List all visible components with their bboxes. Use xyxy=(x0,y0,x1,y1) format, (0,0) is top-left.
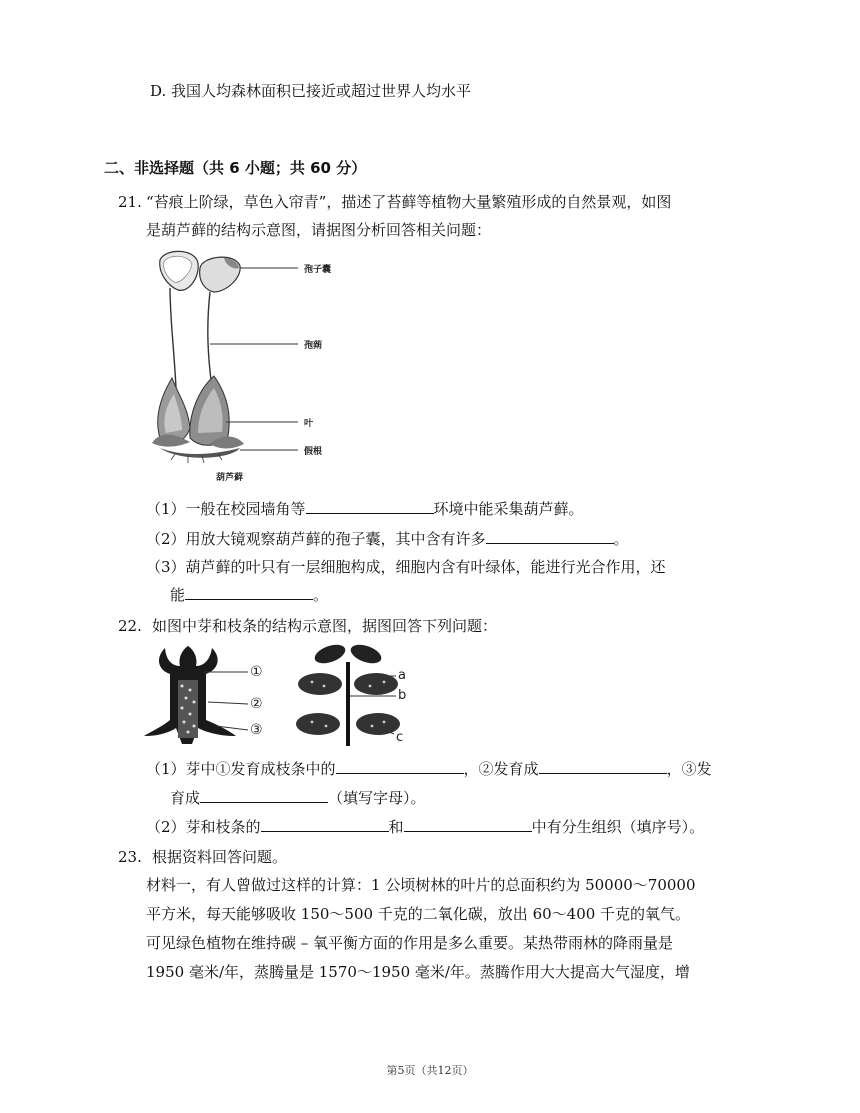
q22-sub2-middle: 和 xyxy=(388,818,404,836)
q21-stem-line1: “苔痕上阶绿，草色入帘青”，描述了苔藓等植物大量繁殖形成的自然景观，如图 xyxy=(146,193,672,211)
answer-blank[interactable] xyxy=(200,787,328,803)
bud-illustration xyxy=(140,640,410,750)
q21-stem-line2: 是葫芦藓的结构示意图，请据图分析回答相关问题： xyxy=(146,221,492,239)
figure-caption: 葫芦藓 xyxy=(216,473,244,483)
section-title: 二、非选择题（共 6 小题；共 60 分） xyxy=(104,159,367,177)
bud-label-2: ② xyxy=(250,696,263,712)
moss-illustration xyxy=(140,248,360,488)
q22-number: 22. xyxy=(118,617,142,635)
q22-sub1-prefix: （1）芽中①发育成枝条中的 xyxy=(146,760,336,778)
q21-sub2 xyxy=(146,528,629,550)
q22-sub2-suffix: 中有分生组织（填序号）。 xyxy=(531,818,705,836)
q22-sub1-line2 xyxy=(170,787,426,809)
q22-stem: 如图中芽和枝条的结构示意图，据图回答下列问题： xyxy=(152,617,498,635)
q21-sub3-line2 xyxy=(170,584,328,606)
answer-blank[interactable] xyxy=(261,816,389,832)
branch-label-c: c xyxy=(396,730,404,745)
q21-sub2-suffix: 。 xyxy=(613,530,629,548)
q22-sub1-middle: ，②发育成 xyxy=(463,760,539,778)
label-leaf: 叶 xyxy=(304,419,314,429)
bud-branch-figure xyxy=(140,640,410,750)
q22-sub1-suffix: ，③发 xyxy=(666,760,712,778)
q21-sub3-suffix: 。 xyxy=(313,586,329,604)
label-sporangium: 孢子囊 xyxy=(304,265,332,275)
q22-sub1-cont: 育成 xyxy=(170,789,201,807)
q22-sub2 xyxy=(146,816,704,838)
answer-blank[interactable] xyxy=(185,584,313,600)
option-d: D. 我国人均森林面积已接近或超过世界人均水平 xyxy=(150,82,472,100)
q23-material-line2: 平方米，每天能够吸收 150～500 千克的二氧化碳，放出 60～400 千克的氧气。 xyxy=(146,905,691,923)
q21-sub3-line1: （3）葫芦藓的叶只有一层细胞构成，细胞内含有叶绿体，能进行光合作用，还 xyxy=(146,558,666,576)
moss-figure xyxy=(140,248,360,488)
q23-stem: 根据资料回答问题。 xyxy=(152,848,288,866)
answer-blank[interactable] xyxy=(336,758,464,774)
branch-label-b: b xyxy=(398,688,407,703)
q23-material-line4: 1950 毫米/年，蒸腾量是 1570～1950 毫米/年。蒸腾作用大大提高大气湿度，增 xyxy=(146,963,690,981)
q23-material-line1: 材料一，有人曾做过这样的计算：1 公顷树林的叶片的总面积约为 50000～70000 xyxy=(146,876,696,894)
branch-label-a: a xyxy=(398,668,406,683)
answer-blank[interactable] xyxy=(486,528,614,544)
q21-number: 21. xyxy=(118,193,142,211)
answer-blank[interactable] xyxy=(404,816,532,832)
label-capsule: 孢蒴 xyxy=(304,341,323,351)
q22-sub1-end: （填写字母）。 xyxy=(328,789,426,807)
bud-label-3: ③ xyxy=(250,722,263,738)
q21-sub1-suffix: 环境中能采集葫芦藓。 xyxy=(433,500,584,518)
label-rhizoid: 假根 xyxy=(304,447,323,457)
q22-sub2-prefix: （2）芽和枝条的 xyxy=(146,818,261,836)
answer-blank[interactable] xyxy=(539,758,667,774)
q23-number: 23. xyxy=(118,848,142,866)
q21-sub3-prefix: 能 xyxy=(170,586,186,604)
bud-label-1: ① xyxy=(250,664,263,680)
q22-sub1-line1 xyxy=(146,758,712,780)
q21-sub2-prefix: （2）用放大镜观察葫芦藓的孢子囊，其中含有许多 xyxy=(146,530,486,548)
page-footer: 第5页（共12页） xyxy=(386,1064,474,1077)
q21-sub1-prefix: （1）一般在校园墙角等 xyxy=(146,500,306,518)
q21-sub1 xyxy=(146,498,584,520)
answer-blank[interactable] xyxy=(306,498,434,514)
q23-material-line3: 可见绿色植物在维持碳 – 氧平衡方面的作用是多么重要。某热带雨林的降雨量是 xyxy=(146,934,674,952)
